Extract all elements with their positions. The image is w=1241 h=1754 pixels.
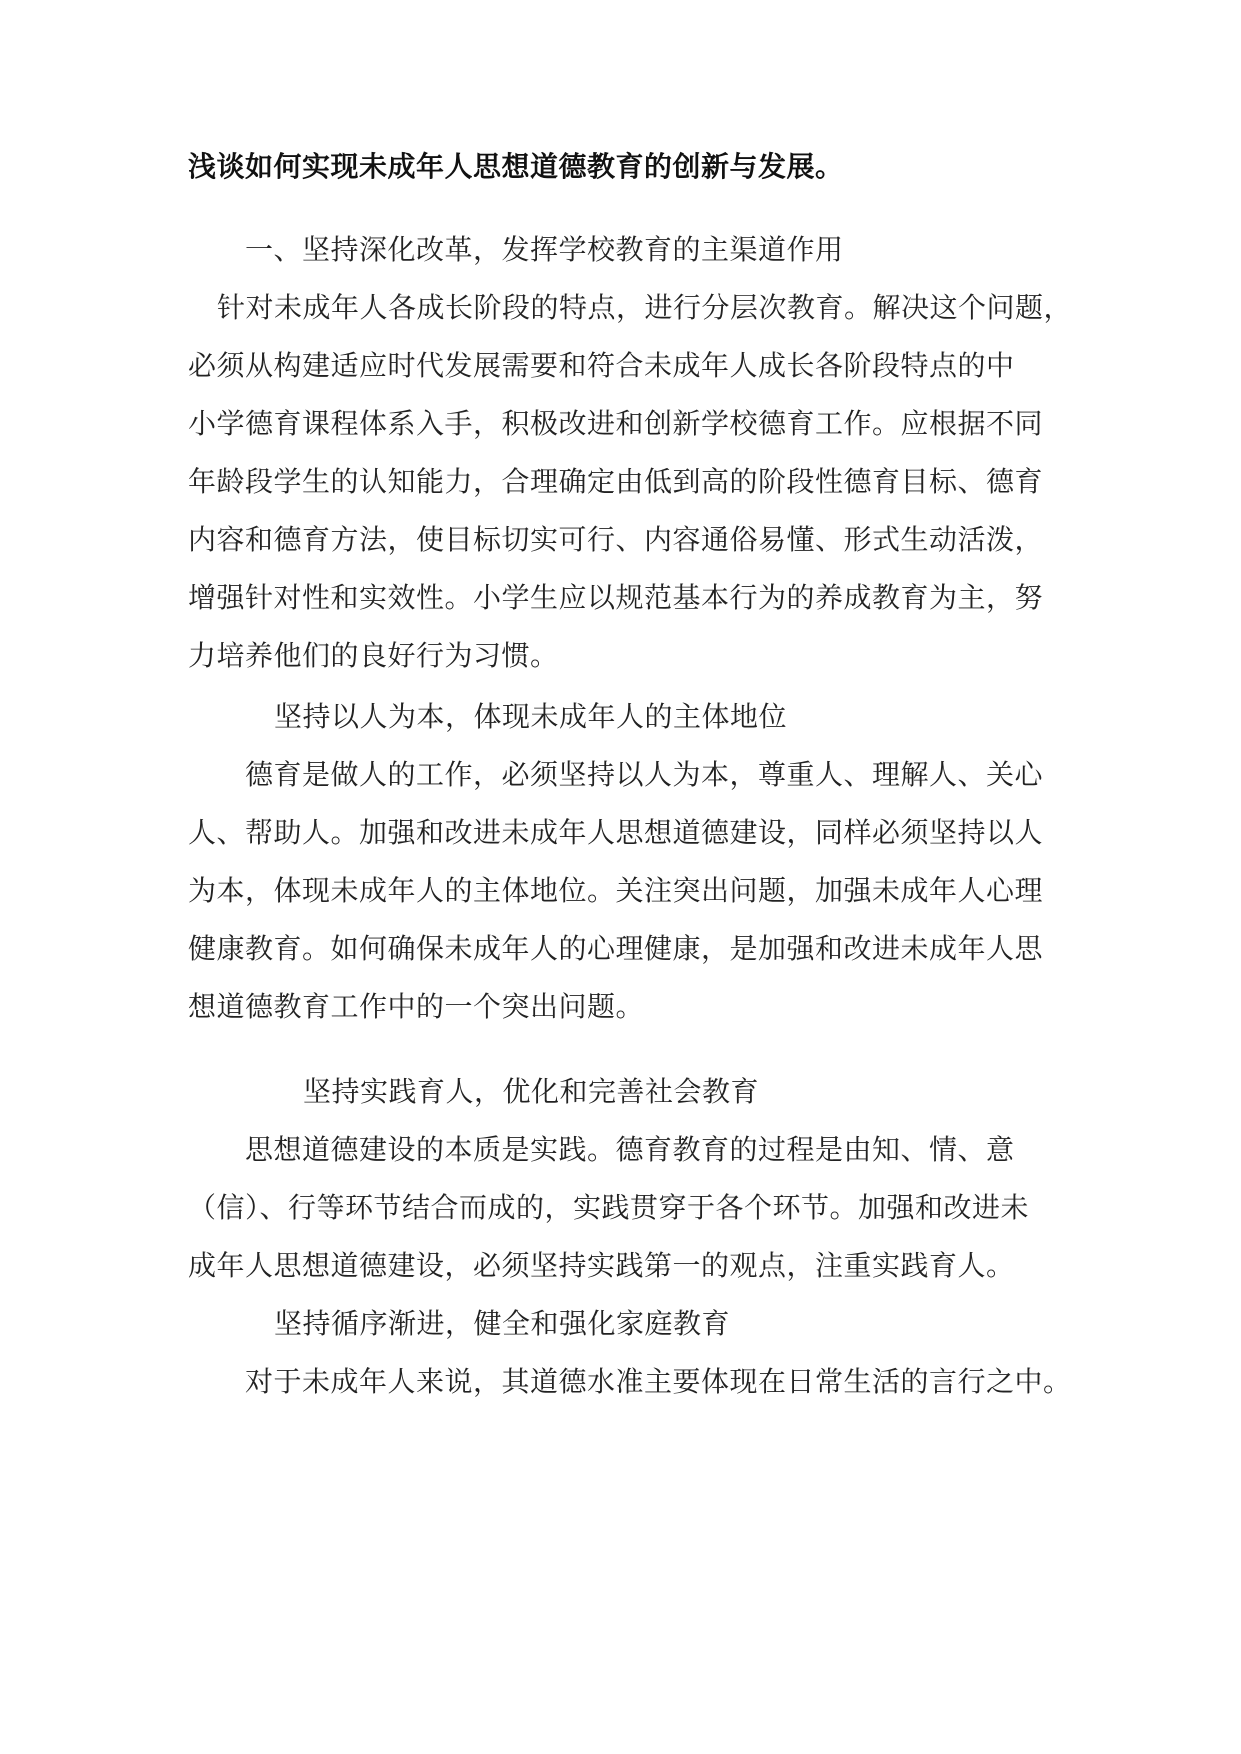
document-title: 浅谈如何实现未成年人思想道德教育的创新与发展。 bbox=[188, 150, 844, 183]
paragraph-line: 增强针对性和实效性。小学生应以规范基本行为的养成教育为主，努 bbox=[188, 581, 1044, 614]
paragraph-line: 思想道德建设的本质是实践。德育教育的过程是由知、情、意 bbox=[245, 1133, 1015, 1166]
paragraph-line: 为本，体现未成年人的主体地位。关注突出问题，加强未成年人心理 bbox=[188, 874, 1044, 907]
paragraph-line: 人、帮助人。加强和改进未成年人思想道德建设，同样必须坚持以人 bbox=[188, 816, 1044, 849]
paragraph-line: 对于未成年人来说，其道德水准主要体现在日常生活的言行之中。 bbox=[245, 1365, 1072, 1398]
paragraph-line: 德育是做人的工作，必须坚持以人为本，尊重人、理解人、关心 bbox=[245, 758, 1044, 791]
paragraph-line: 小学德育课程体系入手，积极改进和创新学校德育工作。应根据不同 bbox=[188, 407, 1044, 440]
paragraph-line: 针对未成年人各成长阶段的特点，进行分层次教育。解决这个问题， bbox=[217, 291, 1073, 324]
paragraph-line: 必须从构建适应时代发展需要和符合未成年人成长各阶段特点的中 bbox=[188, 349, 1015, 382]
paragraph-line: 成年人思想道德建设，必须坚持实践第一的观点，注重实践育人。 bbox=[188, 1249, 1015, 1282]
paragraph-line: 年龄段学生的认知能力，合理确定由低到高的阶段性德育目标、德育 bbox=[188, 465, 1044, 498]
section-heading-3: 坚持实践育人，优化和完善社会教育 bbox=[303, 1075, 760, 1108]
paragraph-line: 力培养他们的良好行为习惯。 bbox=[188, 639, 559, 672]
paragraph-line: 内容和德育方法，使目标切实可行、内容通俗易懂、形式生动活泼， bbox=[188, 523, 1044, 556]
paragraph-line: 健康教育。如何确保未成年人的心理健康，是加强和改进未成年人思 bbox=[188, 932, 1044, 965]
section-heading-2: 坚持以人为本，体现未成年人的主体地位 bbox=[274, 700, 788, 733]
section-heading-1: 一、坚持深化改革，发挥学校教育的主渠道作用 bbox=[245, 233, 844, 266]
paragraph-line: 想道德教育工作中的一个突出问题。 bbox=[188, 990, 645, 1023]
section-heading-4: 坚持循序渐进，健全和强化家庭教育 bbox=[274, 1307, 731, 1340]
paragraph-line: （信）、行等环节结合而成的，实践贯穿于各个环节。加强和改进未 bbox=[188, 1191, 1030, 1224]
